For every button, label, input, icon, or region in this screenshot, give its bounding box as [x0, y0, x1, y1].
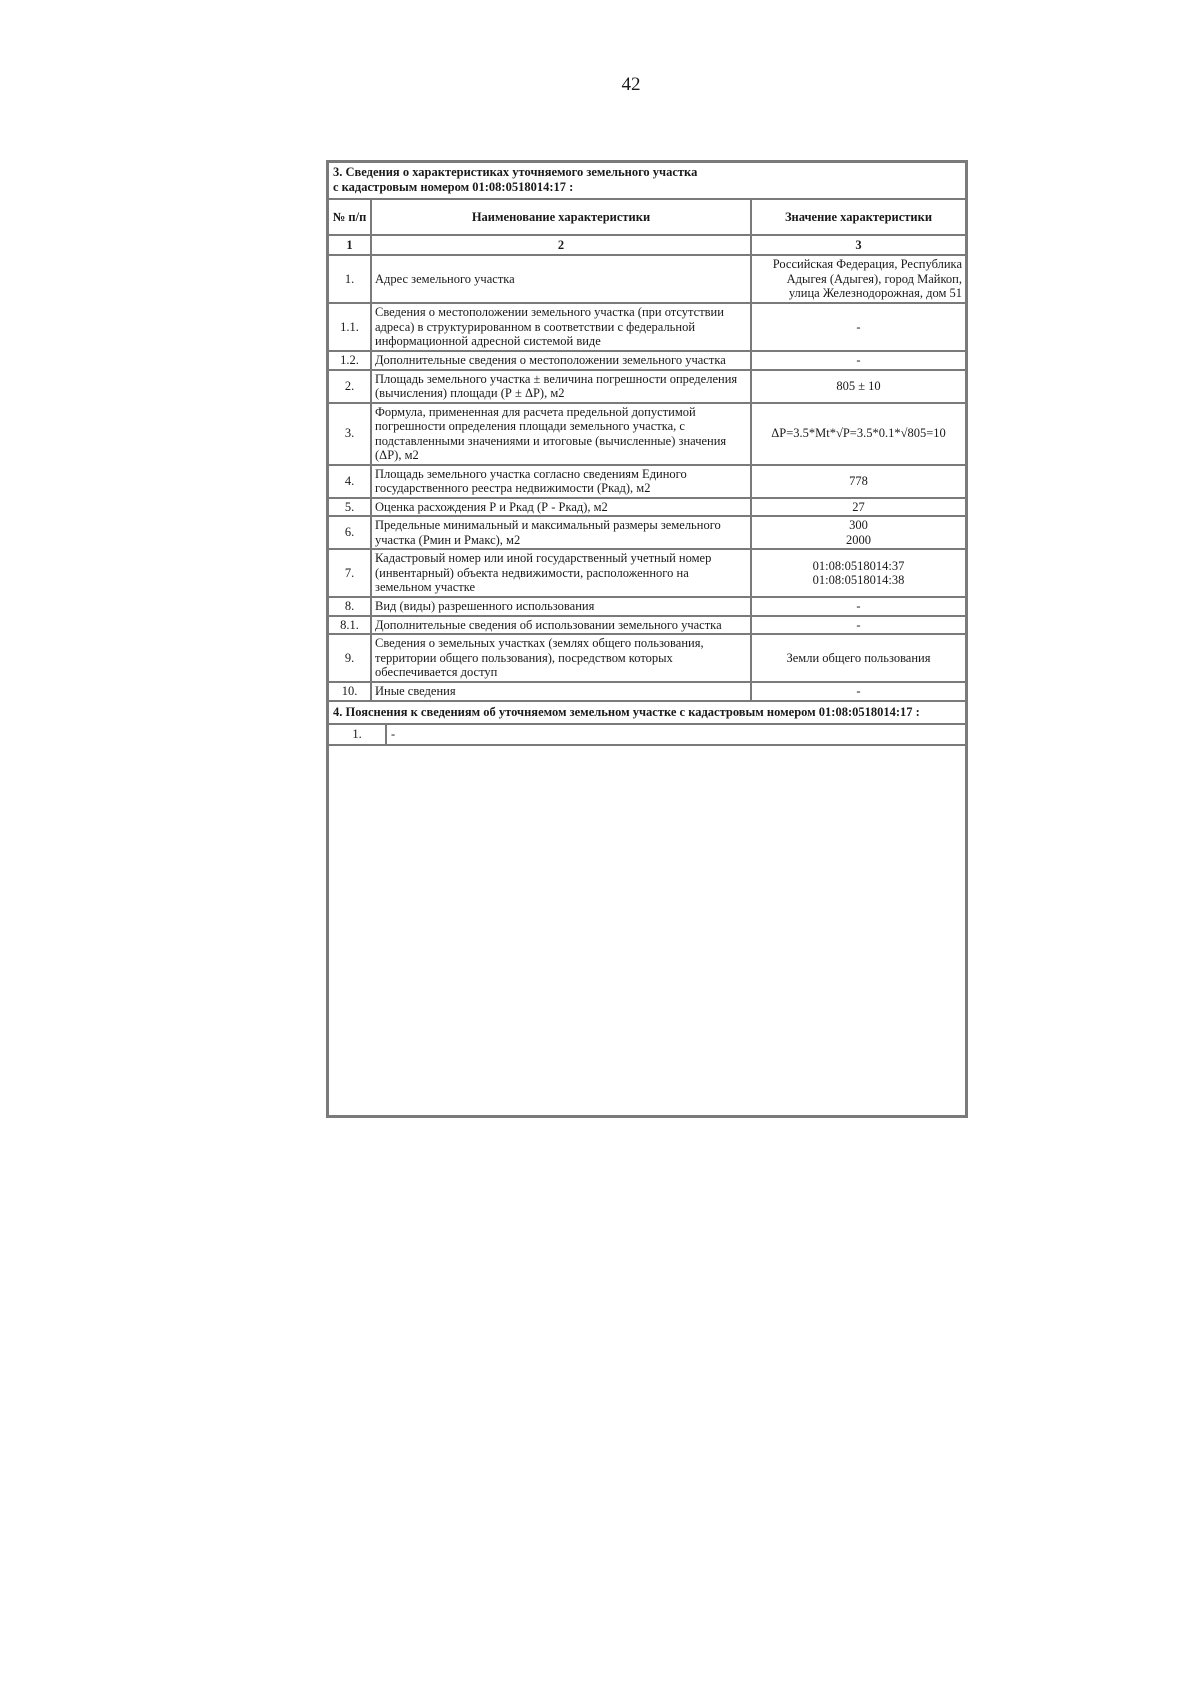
page-number: 42 [621, 74, 641, 95]
table-header-row [329, 200, 965, 235]
row-value: 778 [751, 465, 965, 498]
table-row [329, 597, 965, 616]
section-4-heading: 4. Пояснения к сведениям об уточняемом земельном участке с кадастровым номером 01:08:0518014:17 : [329, 702, 965, 725]
table-row [329, 616, 965, 635]
row-number: 3. [329, 403, 371, 465]
row-value: 805 ± 10 [751, 370, 965, 403]
row-number: 1.2. [329, 351, 371, 370]
row-name: Адрес земельного участка [371, 255, 751, 303]
row-value [751, 549, 965, 597]
row-number: 9. [329, 634, 371, 682]
row-value: - [751, 303, 965, 351]
header-number: № п/п [329, 200, 371, 235]
column-number: 2 [371, 235, 751, 255]
row-value: - [751, 597, 965, 616]
row-number: 1.1. [329, 303, 371, 351]
table-row [329, 498, 965, 517]
row-number: 5. [329, 498, 371, 517]
row-name: Вид (виды) разрешенного использования [371, 597, 751, 616]
section-3-heading [329, 163, 965, 200]
row-value: - [751, 682, 965, 701]
column-number: 3 [751, 235, 965, 255]
value-line: 01:08:0518014:37 [812, 558, 905, 573]
row-number: 10. [329, 682, 371, 701]
value-line: 01:08:0518014:38 [812, 573, 905, 587]
header-name: Наименование характеристики [371, 200, 751, 235]
row-number: 7. [329, 549, 371, 597]
row-name: Площадь земельного участка ± величина погрешности определения (вычисления) площади (Р ± ΔР), м2 [371, 370, 751, 403]
table-row [329, 682, 965, 701]
header-value: Значение характеристики [751, 200, 965, 235]
row-name: Формула, примененная для расчета предельной допустимой погрешности определения площади земельного участка, с подставленными значениями и итоговые (вычисленные) значения (ΔР), м2 [371, 403, 751, 465]
row-name: Предельные минимальный и максимальный размеры земельного участка (Рмин и Рмакс), м2 [371, 516, 751, 549]
table-row [329, 303, 965, 351]
table-row [329, 403, 965, 465]
row-number: 8. [329, 597, 371, 616]
column-numbers-row [329, 235, 965, 255]
row-value: - [751, 616, 965, 635]
row-value: - [751, 351, 965, 370]
table-row [329, 255, 965, 303]
row-name: Дополнительные сведения о местоположении земельного участка [371, 351, 751, 370]
table-row [329, 634, 965, 682]
characteristics-table [329, 200, 965, 702]
row-value: Российская Федерация, Республика Адыгея (Адыгея), город Майкоп, улица Железнодорожная, дом 51 [751, 255, 965, 303]
row-name: Дополнительные сведения об использовании земельного участка [371, 616, 751, 635]
list-item [329, 725, 965, 745]
row-number: 2. [329, 370, 371, 403]
note-text: - [386, 725, 965, 745]
row-number: 6. [329, 516, 371, 549]
row-number: 1. [329, 255, 371, 303]
row-name: Площадь земельного участка согласно сведениям Единого государственного реестра недвижимости (Ркад), м2 [371, 465, 751, 498]
value-line: 2000 [846, 532, 871, 547]
value-line: 300 [849, 518, 868, 532]
row-value: Земли общего пользования [751, 634, 965, 682]
column-number: 1 [329, 235, 371, 255]
table-row [329, 370, 965, 403]
row-name: Сведения о местоположении земельного участка (при отсутствии адреса) в структурированном в соответствии с федеральной информационной адресной системой виде [371, 303, 751, 351]
section-3-title-line1: 3. Сведения о характеристиках уточняемого земельного участка [333, 165, 698, 179]
row-value: 27 [751, 498, 965, 517]
row-value [751, 516, 965, 549]
table-row [329, 516, 965, 549]
notes-table [329, 725, 965, 746]
row-number: 4. [329, 465, 371, 498]
section-3-title-line2: с кадастровым номером 01:08:0518014:17 : [333, 180, 574, 194]
row-name: Иные сведения [371, 682, 751, 701]
row-name: Сведения о земельных участках (землях общего пользования, территории общего пользования), посредством которых обеспечивается доступ [371, 634, 751, 682]
row-value: ΔP=3.5*Mt*√P=3.5*0.1*√805=10 [751, 403, 965, 465]
table-row [329, 465, 965, 498]
row-name: Оценка расхождения Р и Ркад (Р - Ркад), м2 [371, 498, 751, 517]
row-number: 8.1. [329, 616, 371, 635]
table-row [329, 351, 965, 370]
note-number: 1. [329, 725, 386, 745]
row-name: Кадастровый номер или иной государственный учетный номер (инвентарный) объекта недвижимости, расположенного на земельном участке [371, 549, 751, 597]
table-row [329, 549, 965, 597]
form-frame [326, 160, 968, 1118]
